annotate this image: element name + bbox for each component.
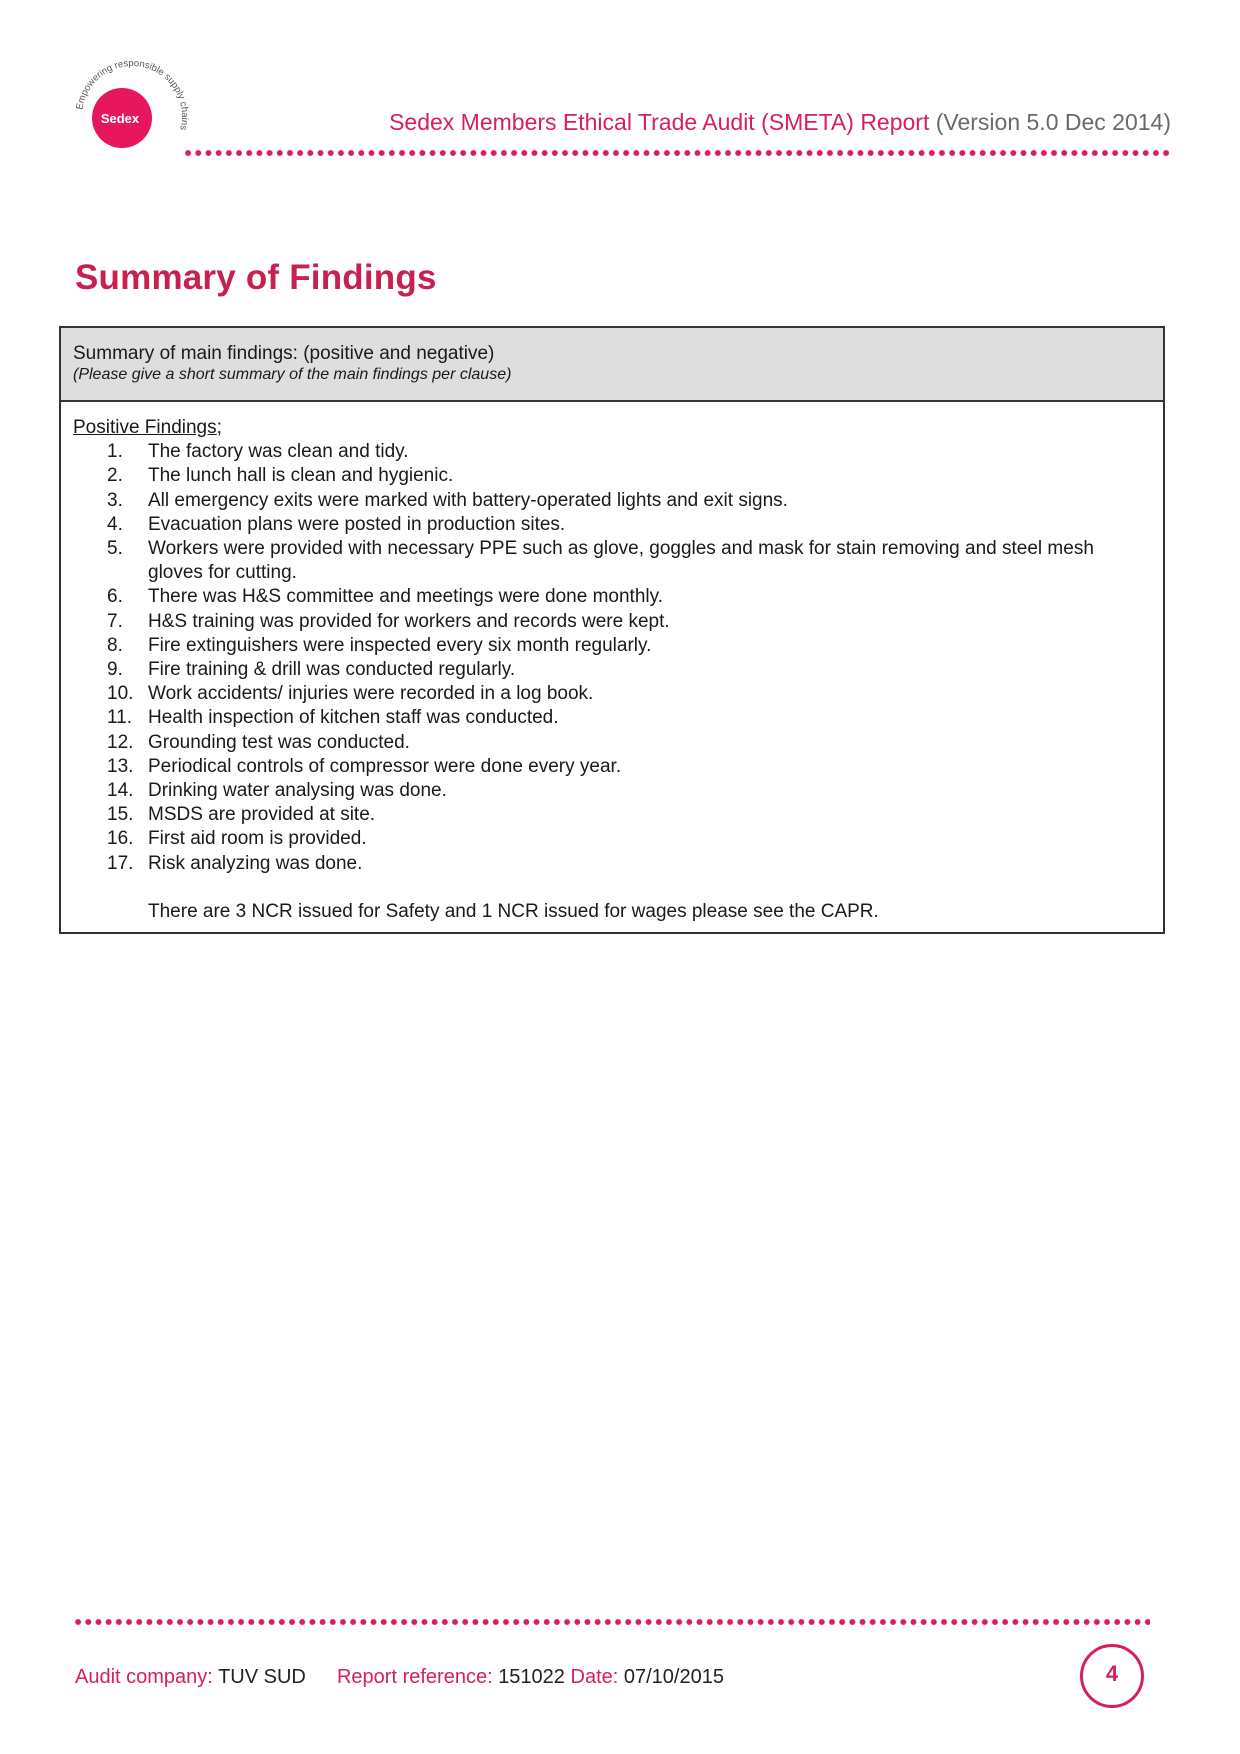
- finding-item: [73, 658, 1163, 682]
- finding-number: 12.: [107, 731, 134, 753]
- finding-number: 7.: [107, 610, 123, 632]
- positive-findings-semicolon: ;: [216, 417, 222, 438]
- report-title-brand: Sedex Members Ethical Trade Audit (SMETA) Report: [389, 109, 930, 135]
- finding-number: 5.: [107, 538, 123, 560]
- finding-text: Health inspection of kitchen staff was conducted.: [148, 707, 559, 729]
- page-number-badge: 4: [1080, 1644, 1144, 1708]
- finding-text: MSDS are provided at site.: [148, 804, 376, 826]
- finding-item: [73, 731, 1163, 755]
- report-header-title: [389, 109, 1171, 136]
- findings-table: [59, 326, 1165, 934]
- finding-item: [73, 827, 1163, 851]
- finding-number: 6.: [107, 586, 123, 608]
- finding-text: Drinking water analysing was done.: [148, 780, 447, 802]
- finding-text: Fire extinguishers were inspected every six month regularly.: [148, 634, 652, 656]
- finding-item: [73, 537, 1163, 585]
- finding-text: Workers were provided with necessary PPE such as glove, goggles and mask for stain removing and steel mesh gloves for cutting.: [148, 538, 1094, 584]
- finding-item: [73, 464, 1163, 488]
- finding-item: [73, 682, 1163, 706]
- date-label: Date:: [570, 1666, 619, 1688]
- finding-number: 13.: [107, 755, 134, 777]
- report-reference-value: 151022: [498, 1666, 565, 1688]
- findings-header-title: Summary of main findings: (positive and negative): [73, 343, 495, 364]
- finding-item: [73, 440, 1163, 464]
- finding-number: 1.: [107, 441, 123, 463]
- finding-item: [73, 755, 1163, 779]
- findings-header-instruction: (Please give a short summary of the main findings per clause): [73, 366, 512, 383]
- finding-number: 8.: [107, 634, 123, 656]
- finding-item: [73, 803, 1163, 827]
- audit-company-label: Audit company:: [75, 1666, 213, 1688]
- header-dotted-divider: [183, 149, 1171, 157]
- positive-findings-list: [73, 440, 1163, 876]
- footer-info: [75, 1666, 724, 1689]
- finding-item: [73, 852, 1163, 876]
- finding-item: [73, 779, 1163, 803]
- report-title-version: (Version 5.0 Dec 2014): [935, 109, 1171, 135]
- finding-number: 15.: [107, 804, 134, 826]
- finding-text: The factory was clean and tidy.: [148, 441, 409, 463]
- finding-text: There was H&S committee and meetings were done monthly.: [148, 586, 663, 608]
- finding-text: All emergency exits were marked with battery-operated lights and exit signs.: [148, 489, 788, 511]
- finding-number: 11.: [107, 707, 133, 729]
- logo-brand-text: Sedex: [100, 111, 140, 126]
- finding-text: Risk analyzing was done.: [148, 852, 363, 874]
- audit-company-value: TUV SUD: [218, 1666, 306, 1688]
- finding-text: Grounding test was conducted.: [148, 731, 410, 753]
- finding-text: First aid room is provided.: [148, 828, 367, 850]
- finding-number: 9.: [107, 659, 123, 681]
- finding-item: [73, 634, 1163, 658]
- ncr-note: There are 3 NCR issued for Safety and 1 NCR issued for wages please see the CAPR.: [148, 900, 879, 922]
- positive-findings-heading: [73, 416, 1163, 440]
- finding-item: [73, 585, 1163, 609]
- date-value: 07/10/2015: [623, 1666, 724, 1688]
- finding-number: 4.: [107, 513, 123, 535]
- finding-item: [73, 610, 1163, 634]
- finding-number: 16.: [107, 828, 134, 850]
- finding-item: [73, 489, 1163, 513]
- footer-dotted-divider: [73, 1618, 1150, 1626]
- finding-text: Periodical controls of compressor were done every year.: [148, 755, 622, 777]
- positive-findings-title: Positive Findings: [73, 417, 217, 438]
- finding-number: 2.: [107, 465, 123, 487]
- finding-item: [73, 706, 1163, 730]
- finding-number: 3.: [107, 489, 123, 511]
- finding-text: H&S training was provided for workers and records were kept.: [148, 610, 670, 632]
- finding-number: 10.: [107, 683, 134, 705]
- finding-text: Fire training & drill was conducted regularly.: [148, 659, 516, 681]
- finding-text: The lunch hall is clean and hygienic.: [148, 465, 454, 487]
- finding-number: 17.: [107, 852, 134, 874]
- sedex-logo: [68, 52, 196, 180]
- finding-text: Evacuation plans were posted in production sites.: [148, 513, 566, 535]
- finding-text: Work accidents/ injuries were recorded in a log book.: [148, 683, 594, 705]
- finding-item: [73, 513, 1163, 537]
- findings-table-header: [61, 328, 1163, 402]
- logo-tagline: Empowering responsible supply chains: [74, 57, 191, 132]
- findings-table-body: [61, 402, 1163, 924]
- page-title: Summary of Findings: [75, 258, 437, 297]
- report-reference-label: Report reference:: [336, 1666, 493, 1688]
- finding-number: 14.: [107, 780, 134, 802]
